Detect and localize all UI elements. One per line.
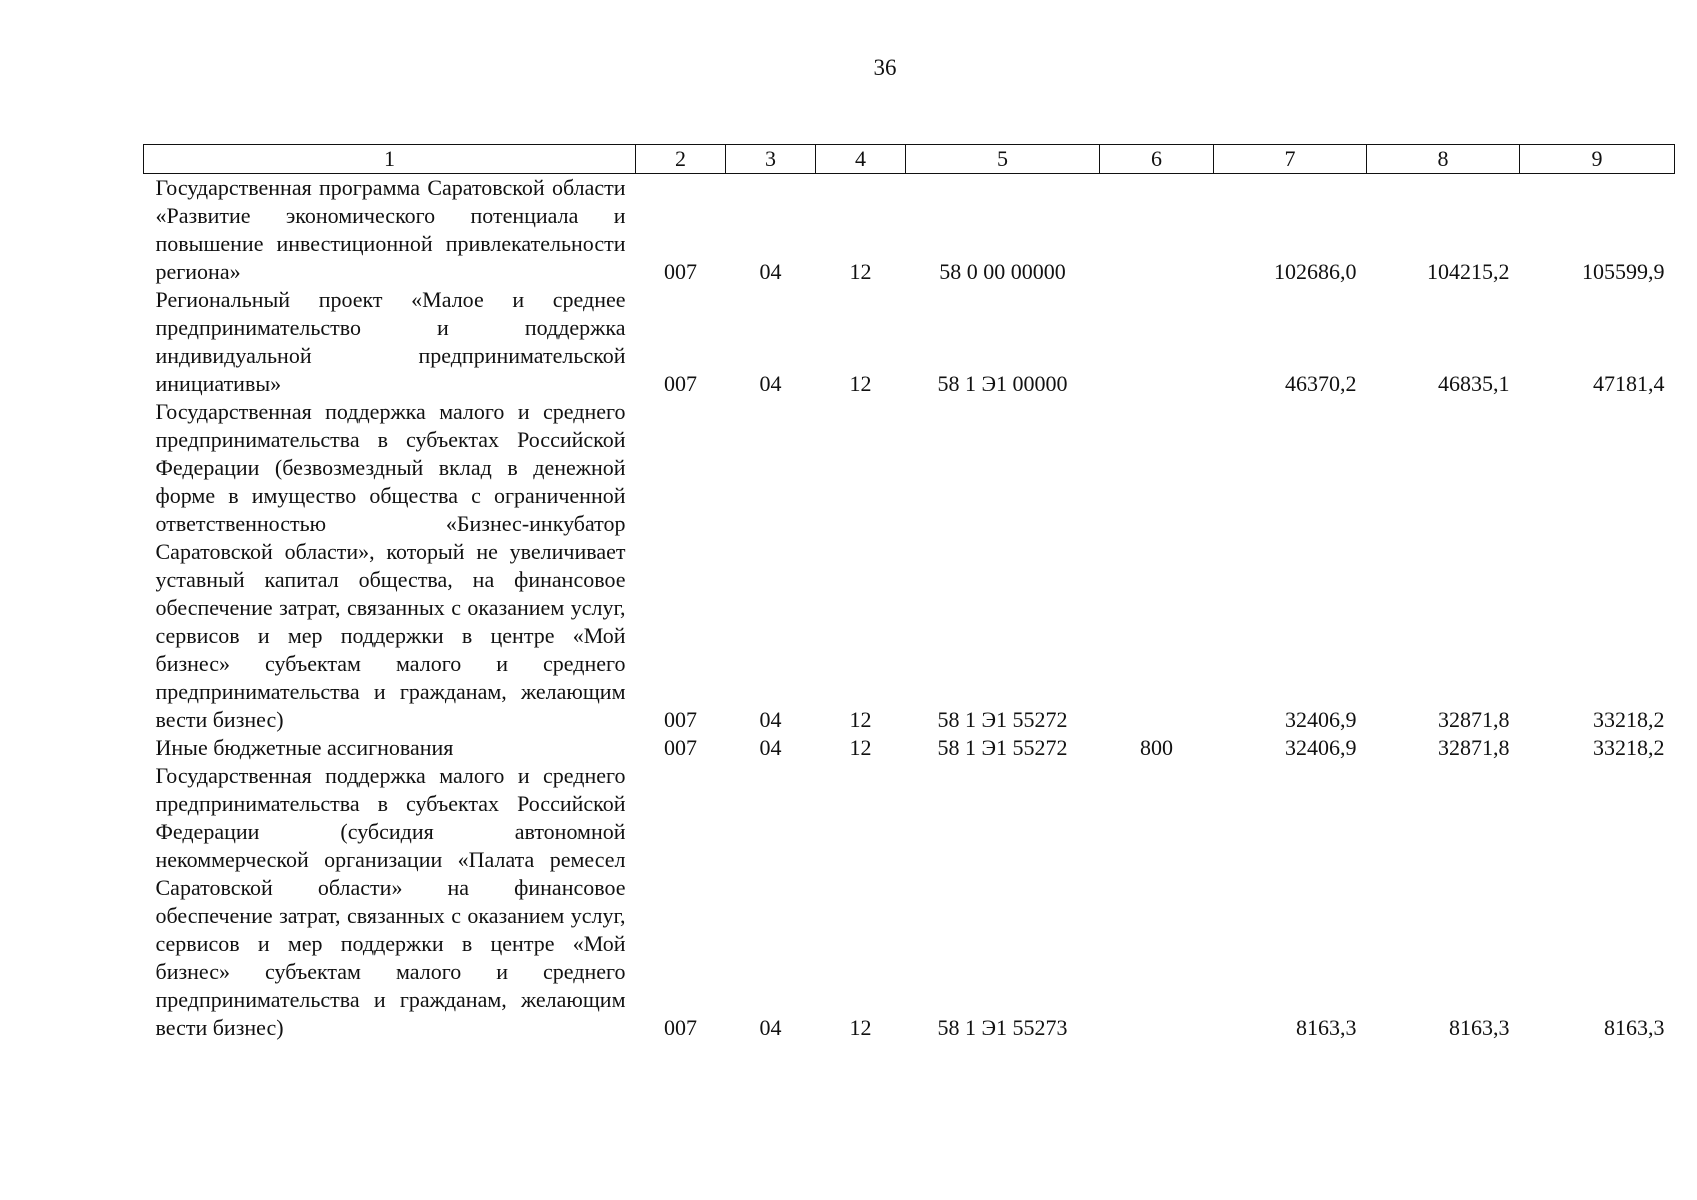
row-amount-col-8: 46835,1 bbox=[1438, 371, 1510, 396]
row-amount-col-9: 33218,2 bbox=[1593, 707, 1665, 732]
table-row bbox=[144, 286, 1675, 398]
row-section-code: 04 bbox=[759, 707, 782, 732]
row-subsection-code: 12 bbox=[849, 735, 872, 760]
table-row bbox=[144, 174, 1675, 287]
row-name: Региональный проект «Малое и среднее предпринимательство и поддержка индивидуальной предпринимательской инициативы» bbox=[155, 287, 626, 396]
row-target-code: 58 1 Э1 55272 bbox=[937, 707, 1068, 732]
header-col-2: 2 bbox=[636, 145, 726, 174]
row-ministry-code: 007 bbox=[664, 735, 697, 760]
row-amount-col-7: 46370,2 bbox=[1285, 371, 1357, 396]
row-expense-type bbox=[1100, 286, 1214, 398]
row-amount-col-8: 32871,8 bbox=[1438, 707, 1510, 732]
header-row bbox=[144, 145, 1675, 174]
row-amount-col-8: 32871,8 bbox=[1438, 735, 1510, 760]
row-ministry-code: 007 bbox=[664, 259, 697, 284]
row-amount-col-7: 8163,3 bbox=[1296, 1015, 1357, 1040]
header-col-6: 6 bbox=[1100, 145, 1214, 174]
row-target-code: 58 0 00 00000 bbox=[939, 259, 1066, 284]
table-row bbox=[144, 762, 1675, 1042]
row-target-code: 58 1 Э1 55272 bbox=[937, 735, 1068, 760]
row-subsection-code: 12 bbox=[849, 259, 872, 284]
table-header bbox=[144, 145, 1675, 174]
header-col-3: 3 bbox=[726, 145, 816, 174]
row-section-code: 04 bbox=[759, 371, 782, 396]
table-body bbox=[144, 174, 1675, 1043]
row-amount-col-8: 104215,2 bbox=[1427, 259, 1510, 284]
row-ministry-code: 007 bbox=[664, 707, 697, 732]
row-amount-col-7: 102686,0 bbox=[1274, 259, 1357, 284]
table-row bbox=[144, 734, 1675, 762]
row-section-code: 04 bbox=[759, 259, 782, 284]
header-col-7: 7 bbox=[1214, 145, 1367, 174]
row-subsection-code: 12 bbox=[849, 371, 872, 396]
page-number: 36 bbox=[873, 55, 897, 80]
row-name: Иные бюджетные ассигнования bbox=[155, 735, 454, 760]
row-expense-type: 800 bbox=[1140, 735, 1173, 760]
row-target-code: 58 1 Э1 00000 bbox=[937, 371, 1068, 396]
header-col-8: 8 bbox=[1367, 145, 1520, 174]
row-subsection-code: 12 bbox=[849, 707, 872, 732]
row-section-code: 04 bbox=[759, 1015, 782, 1040]
row-name: Государственная поддержка малого и среднего предпринимательства в субъектах Российской Федерации (безвозмездный вклад в денежной форме в имущество общества с ограниченной ответственностью «Бизнес-инкубатор Саратовской области», который не увеличивает уставный капитал общества, на финансовое обеспечение затрат, связанных с оказанием услуг, сервисов и мер поддержки в центре «Мой бизнес» субъектам малого и среднего предпринимательства и гражданам, желающим вести бизнес) bbox=[155, 399, 626, 732]
row-target-code: 58 1 Э1 55273 bbox=[937, 1015, 1068, 1040]
row-amount-col-7: 32406,9 bbox=[1285, 707, 1357, 732]
header-col-5: 5 bbox=[906, 145, 1100, 174]
row-name: Государственная программа Саратовской области «Развитие экономического потенциала и повышение инвестиционной привлекательности региона» bbox=[155, 175, 626, 284]
row-amount-col-7: 32406,9 bbox=[1285, 735, 1357, 760]
row-expense-type bbox=[1100, 762, 1214, 1042]
row-name: Государственная поддержка малого и среднего предпринимательства в субъектах Российской Федерации (субсидия автономной некоммерческой организации «Палата ремесел Саратовской области» на финансовое обеспечение затрат, связанных с оказанием услуг, сервисов и мер поддержки в центре «Мой бизнес» субъектам малого и среднего предпринимательства и гражданам, желающим вести бизнес) bbox=[155, 763, 626, 1040]
table-row bbox=[144, 398, 1675, 734]
budget-table bbox=[143, 144, 1675, 1042]
row-subsection-code: 12 bbox=[849, 1015, 872, 1040]
row-amount-col-9: 33218,2 bbox=[1593, 735, 1665, 760]
row-amount-col-8: 8163,3 bbox=[1449, 1015, 1510, 1040]
row-expense-type bbox=[1100, 174, 1214, 287]
header-col-1: 1 bbox=[144, 145, 636, 174]
row-ministry-code: 007 bbox=[664, 371, 697, 396]
header-col-9: 9 bbox=[1520, 145, 1675, 174]
row-expense-type bbox=[1100, 398, 1214, 734]
row-section-code: 04 bbox=[759, 735, 782, 760]
header-col-4: 4 bbox=[816, 145, 906, 174]
row-amount-col-9: 47181,4 bbox=[1593, 371, 1665, 396]
row-amount-col-9: 8163,3 bbox=[1604, 1015, 1665, 1040]
row-amount-col-9: 105599,9 bbox=[1582, 259, 1665, 284]
row-ministry-code: 007 bbox=[664, 1015, 697, 1040]
